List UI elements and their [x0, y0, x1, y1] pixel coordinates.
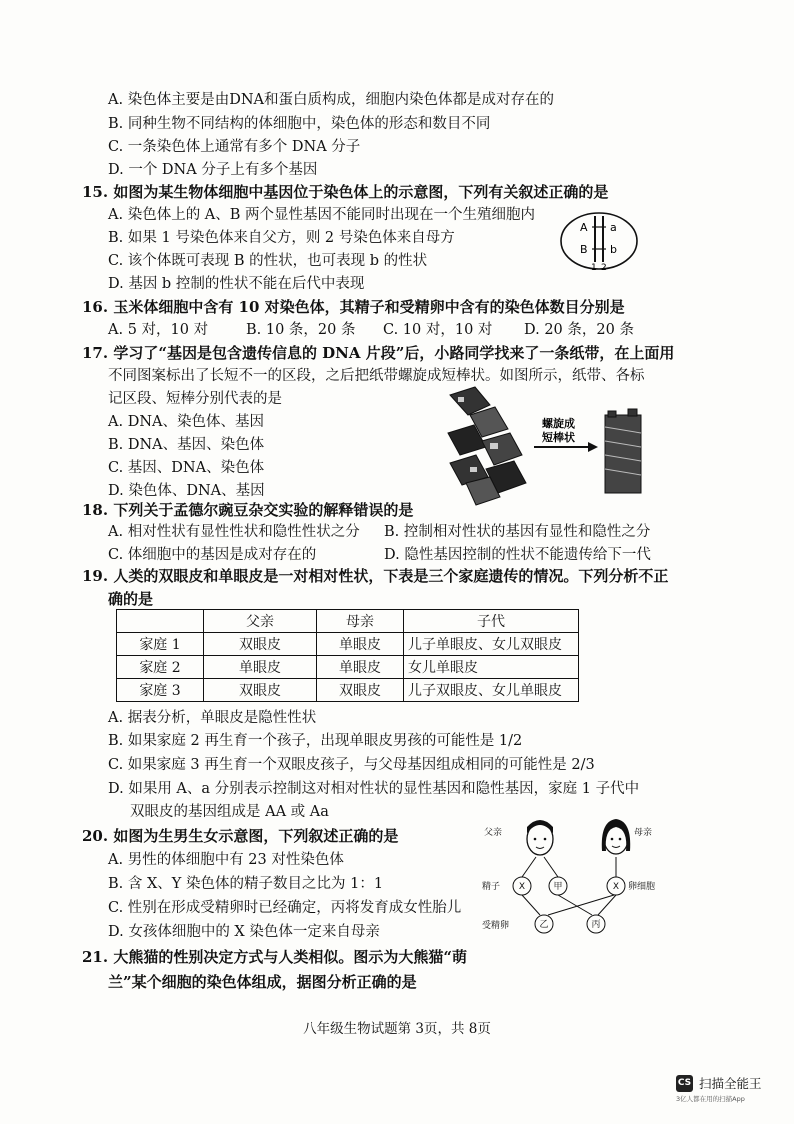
table-header-row: [117, 610, 579, 633]
q21-stem-2: 兰”某个细胞的染色体组成，据图分析正确的是: [108, 973, 417, 991]
q16-stem: 16. 玉米体细胞中含有 10 对染色体，其精子和受精卵中含有的染色体数目分别是: [82, 298, 625, 316]
q18-option-b: B. 控制相对性状的基因有显性和隐性之分: [384, 524, 651, 540]
q17-stem-2: 不同图案标出了长短不一的区段，之后把纸带螺旋成短棒状。如图所示，纸带、各标: [108, 368, 645, 384]
q18-option-a: A. 相对性状有显性性状和隐性性状之分: [108, 524, 360, 540]
camscanner-logo-icon: CS: [676, 1075, 693, 1092]
q17-option-a: A. DNA、染色体、基因: [108, 414, 264, 430]
zygote-label: 受精卵: [482, 921, 510, 931]
q19-option-c: C. 如果家庭 3 再生育一个双眼皮孩子，与父母基因组成相同的可能性是 2/3: [108, 757, 595, 773]
father-icon: [527, 820, 553, 855]
q17-option-d: D. 染色体、DNA、基因: [108, 483, 265, 499]
q14-option-d: D. 一个 DNA 分子上有多个基因: [108, 162, 318, 178]
father-label: 父亲: [484, 828, 503, 838]
q20-sex-determination-figure: [478, 815, 658, 945]
table-cell: 儿子单眼皮、女儿双眼皮: [404, 633, 579, 656]
q18-option-c: C. 体细胞中的基因是成对存在的: [108, 547, 317, 563]
table-cell: 单眼皮: [317, 656, 404, 679]
table-cell: 双眼皮: [204, 679, 317, 702]
mother-label: 母亲: [634, 828, 653, 838]
family-table: [116, 609, 579, 702]
scanner-name: 扫描全能王: [699, 1076, 762, 1091]
q19-option-d: D. 如果用 A、a 分别表示控制这对相对性状的显性基因和隐性基因，家庭 1 子代中: [108, 781, 640, 797]
q19-stem-2: 确的是: [108, 590, 154, 608]
yi-label: 乙: [539, 920, 549, 930]
page-footer: 八年级生物试题第 3页，共 8页: [303, 1021, 491, 1037]
q20-stem: 20. 如图为生男生女示意图，下列叙述正确的是: [82, 827, 399, 845]
q16-option-d: D. 20 条，20 条: [524, 322, 634, 338]
chromosome-number: 2: [601, 263, 607, 272]
scanner-tagline: 3亿人都在用的扫描App: [676, 1095, 745, 1103]
table-row: [117, 656, 579, 679]
bing-label: 丙: [591, 920, 601, 930]
table-row: [117, 633, 579, 656]
q19-option-a: A. 据表分析，单眼皮是隐性性状: [108, 710, 317, 726]
q15-stem: 15. 如图为某生物体细胞中基因位于染色体上的示意图，下列有关叙述正确的是: [82, 183, 609, 201]
table-cell: 家庭 1: [117, 633, 204, 656]
table-header: 母亲: [317, 610, 404, 633]
q16-option-c: C. 10 对，10 对: [383, 322, 493, 338]
q19-option-b: B. 如果家庭 2 再生育一个孩子，出现单眼皮男孩的可能性是 1/2: [108, 733, 523, 749]
q19-option-d-cont: 双眼皮的基因组成是 AA 或 Aa: [130, 804, 329, 820]
table-cell: 双眼皮: [317, 679, 404, 702]
table-cell: 双眼皮: [204, 633, 317, 656]
table-header: [117, 610, 204, 633]
q17-paper-strip-figure: [430, 385, 650, 510]
table-cell: 女儿单眼皮: [404, 656, 579, 679]
q14-option-b: B. 同种生物不同结构的体细胞中，染色体的形态和数目不同: [108, 116, 491, 132]
table-cell: 儿子双眼皮、女儿单眼皮: [404, 679, 579, 702]
gene-label: A: [580, 221, 588, 234]
gene-label: a: [610, 221, 617, 234]
table-header: 父亲: [204, 610, 317, 633]
q17-stem-3: 记区段、短棒分别代表的是: [108, 391, 282, 407]
q14-option-c: C. 一条染色体上通常有多个 DNA 分子: [108, 139, 361, 155]
q17-option-c: C. 基因、DNA、染色体: [108, 460, 265, 476]
q15-option-b: B. 如果 1 号染色体来自父方，则 2 号染色体来自母方: [108, 230, 455, 246]
table-cell: 家庭 3: [117, 679, 204, 702]
q15-chromosome-figure: [558, 210, 640, 272]
scanner-badge: [676, 1074, 762, 1092]
q17-option-b: B. DNA、基因、染色体: [108, 437, 265, 453]
q15-option-d: D. 基因 b 控制的性状不能在后代中表现: [108, 276, 365, 292]
table-row: [117, 679, 579, 702]
arrow-label: 短棒状: [542, 431, 575, 444]
gene-label: B: [580, 243, 588, 256]
table-header: 子代: [404, 610, 579, 633]
q14-option-a: A. 染色体主要是由DNA和蛋白质构成，细胞内染色体都是成对存在的: [108, 92, 554, 108]
table-cell: 单眼皮: [317, 633, 404, 656]
arrow-label: 螺旋成: [542, 417, 575, 430]
table-cell: 家庭 2: [117, 656, 204, 679]
q16-option-a: A. 5 对，10 对: [108, 322, 209, 338]
mother-icon: [602, 819, 630, 854]
q16-option-b: B. 10 条，20 条: [246, 322, 356, 338]
q15-option-a: A. 染色体上的 A、B 两个显性基因不能同时出现在一个生殖细胞内: [108, 207, 536, 223]
x-chromosome-label: X: [612, 882, 620, 892]
sperm-label: 精子: [482, 882, 501, 892]
table-cell: 单眼皮: [204, 656, 317, 679]
q18-option-d: D. 隐性基因控制的性状不能遗传给下一代: [384, 547, 651, 563]
q20-option-d: D. 女孩体细胞中的 X 染色体一定来自母亲: [108, 924, 380, 940]
q20-option-c: C. 性别在形成受精卵时已经确定，丙将发育成女性胎儿: [108, 900, 462, 916]
q15-option-c: C. 该个体既可表现 B 的性状，也可表现 b 的性状: [108, 253, 428, 269]
q21-stem-1: 21. 大熊猫的性别决定方式与人类相似。图示为大熊猫“萌: [82, 948, 467, 966]
q19-stem-1: 19. 人类的双眼皮和单眼皮是一对相对性状，下表是三个家庭遗传的情况。下列分析不正: [82, 567, 669, 585]
q18-stem: 18. 下列关于孟德尔豌豆杂交实验的解释错误的是: [82, 501, 414, 519]
q20-option-b: B. 含 X、Y 染色体的精子数目之比为 1：1: [108, 876, 384, 892]
jia-label: 甲: [553, 882, 563, 892]
q17-stem-1: 17. 学习了“基因是包含遗传信息的 DNA 片段”后，小路同学找来了一条纸带，在上面用: [82, 344, 675, 362]
x-chromosome-label: X: [518, 882, 526, 892]
q20-option-a: A. 男性的体细胞中有 23 对性染色体: [108, 852, 344, 868]
egg-label: 卵细胞: [628, 882, 656, 892]
gene-label: b: [610, 243, 617, 256]
chromosome-number: 1: [591, 263, 597, 272]
